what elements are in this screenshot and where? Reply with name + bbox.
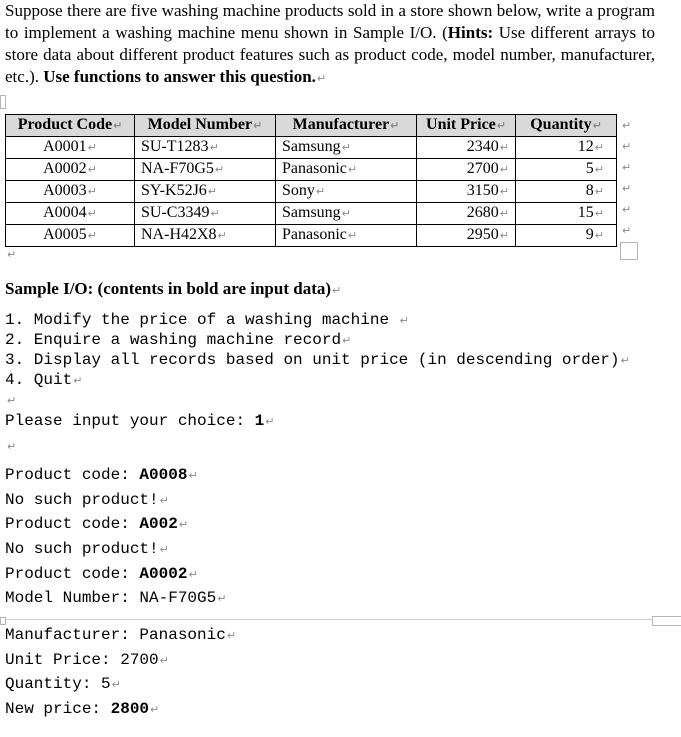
- intro-text-1: Suppose there are five washing machine products sold in a store shown below, write a program to implement a washing machine menu shown in Sample I/O. (: [5, 1, 655, 42]
- session-line: No such product!↵: [5, 540, 169, 558]
- sample-heading: Sample I/O: (contents in bold are input data)↵: [5, 279, 342, 298]
- header-manufacturer: Manufacturer↵: [276, 115, 417, 137]
- cell-quantity: 5↵: [516, 159, 617, 181]
- cell-quantity: 15↵: [516, 203, 617, 225]
- cell-unit-price: 2680↵: [417, 203, 516, 225]
- table-move-handle-icon[interactable]: [0, 95, 6, 109]
- session-line: No such product!↵: [5, 491, 169, 509]
- cell-product-code: A0001↵: [6, 137, 135, 159]
- cell-manufacturer: Panasonic↵: [276, 225, 417, 247]
- menu-option-4: 4. Quit↵: [5, 371, 83, 389]
- menu-option-1: 1. Modify the price of a washing machine ↵: [5, 311, 409, 329]
- page-marker-left-icon: [0, 617, 6, 625]
- page-divider: [0, 619, 681, 620]
- cell-manufacturer: Samsung↵: [276, 203, 417, 225]
- paragraph-mark-icon: ↵: [7, 440, 17, 453]
- table-row: [6, 159, 617, 181]
- cell-model-number: NA-F70G5↵: [135, 159, 276, 181]
- row-end-mark-icon: ↵: [622, 119, 632, 132]
- cell-model-number: SU-T1283↵: [135, 137, 276, 159]
- hints-label: Hints:: [447, 23, 494, 42]
- cell-unit-price: 2340↵: [417, 137, 516, 159]
- cell-product-code: A0003↵: [6, 181, 135, 203]
- session-line: Product code: A002↵: [5, 515, 189, 533]
- session-line: Quantity: 5↵: [5, 675, 121, 693]
- choice-input: 1: [254, 412, 265, 430]
- cell-manufacturer: Panasonic↵: [276, 159, 417, 181]
- table-row: [6, 225, 617, 247]
- row-end-mark-icon: ↵: [622, 182, 632, 195]
- table-resize-handle-icon[interactable]: [620, 242, 638, 260]
- cell-manufacturer: Sony↵: [276, 181, 417, 203]
- cell-quantity: 9↵: [516, 225, 617, 247]
- table-header-row: [6, 115, 617, 137]
- cell-model-number: NA-H42X8↵: [135, 225, 276, 247]
- table-row: [6, 137, 617, 159]
- intro-text-3: Use functions to answer this question.: [43, 67, 316, 86]
- header-model-number: Model Number↵: [135, 115, 276, 137]
- choice-prompt: Please input your choice: 1↵: [5, 412, 275, 430]
- session-line: Product code: A0008↵: [5, 466, 198, 484]
- table-row: [6, 181, 617, 203]
- header-unit-price: Unit Price↵: [417, 115, 516, 137]
- menu-option-2: 2. Enquire a washing machine record↵: [5, 331, 352, 349]
- session-line: Product code: A0002↵: [5, 565, 198, 583]
- page-marker-right-icon: [652, 616, 681, 626]
- cell-manufacturer: Samsung↵: [276, 137, 417, 159]
- session-line: Unit Price: 2700↵: [5, 651, 169, 669]
- paragraph-mark-icon: ↵: [7, 394, 17, 407]
- intro-text-2: Use different arrays to store data about different product features such as product code, model number, manufacturer, etc.).: [5, 23, 655, 86]
- cell-unit-price: 2700↵: [417, 159, 516, 181]
- cell-product-code: A0005↵: [6, 225, 135, 247]
- header-product-code: Product Code↵: [6, 115, 135, 137]
- row-end-mark-icon: ↵: [622, 161, 632, 174]
- cell-unit-price: 2950↵: [417, 225, 516, 247]
- table-row: [6, 203, 617, 225]
- row-end-mark-icon: ↵: [622, 203, 632, 216]
- product-table: [5, 114, 617, 247]
- cell-product-code: A0004↵: [6, 203, 135, 225]
- cell-quantity: 12↵: [516, 137, 617, 159]
- cell-unit-price: 3150↵: [417, 181, 516, 203]
- row-end-mark-icon: ↵: [622, 140, 632, 153]
- paragraph-mark-icon: ↵: [316, 72, 327, 85]
- cell-quantity: 8↵: [516, 181, 617, 203]
- cell-model-number: SY-K52J6↵: [135, 181, 276, 203]
- session-line: New price: 2800↵: [5, 700, 160, 718]
- header-quantity: Quantity↵: [516, 115, 617, 137]
- session-line: Manufacturer: Panasonic↵: [5, 626, 237, 644]
- cell-product-code: A0002↵: [6, 159, 135, 181]
- menu-option-3: 3. Display all records based on unit price (in descending order)↵: [5, 351, 630, 369]
- session-line: Model Number: NA-F70G5↵: [5, 589, 227, 607]
- row-end-mark-icon: ↵: [622, 224, 632, 237]
- cell-model-number: SU-C3349↵: [135, 203, 276, 225]
- intro-paragraph: [5, 0, 655, 90]
- paragraph-mark-icon: ↵: [7, 248, 17, 261]
